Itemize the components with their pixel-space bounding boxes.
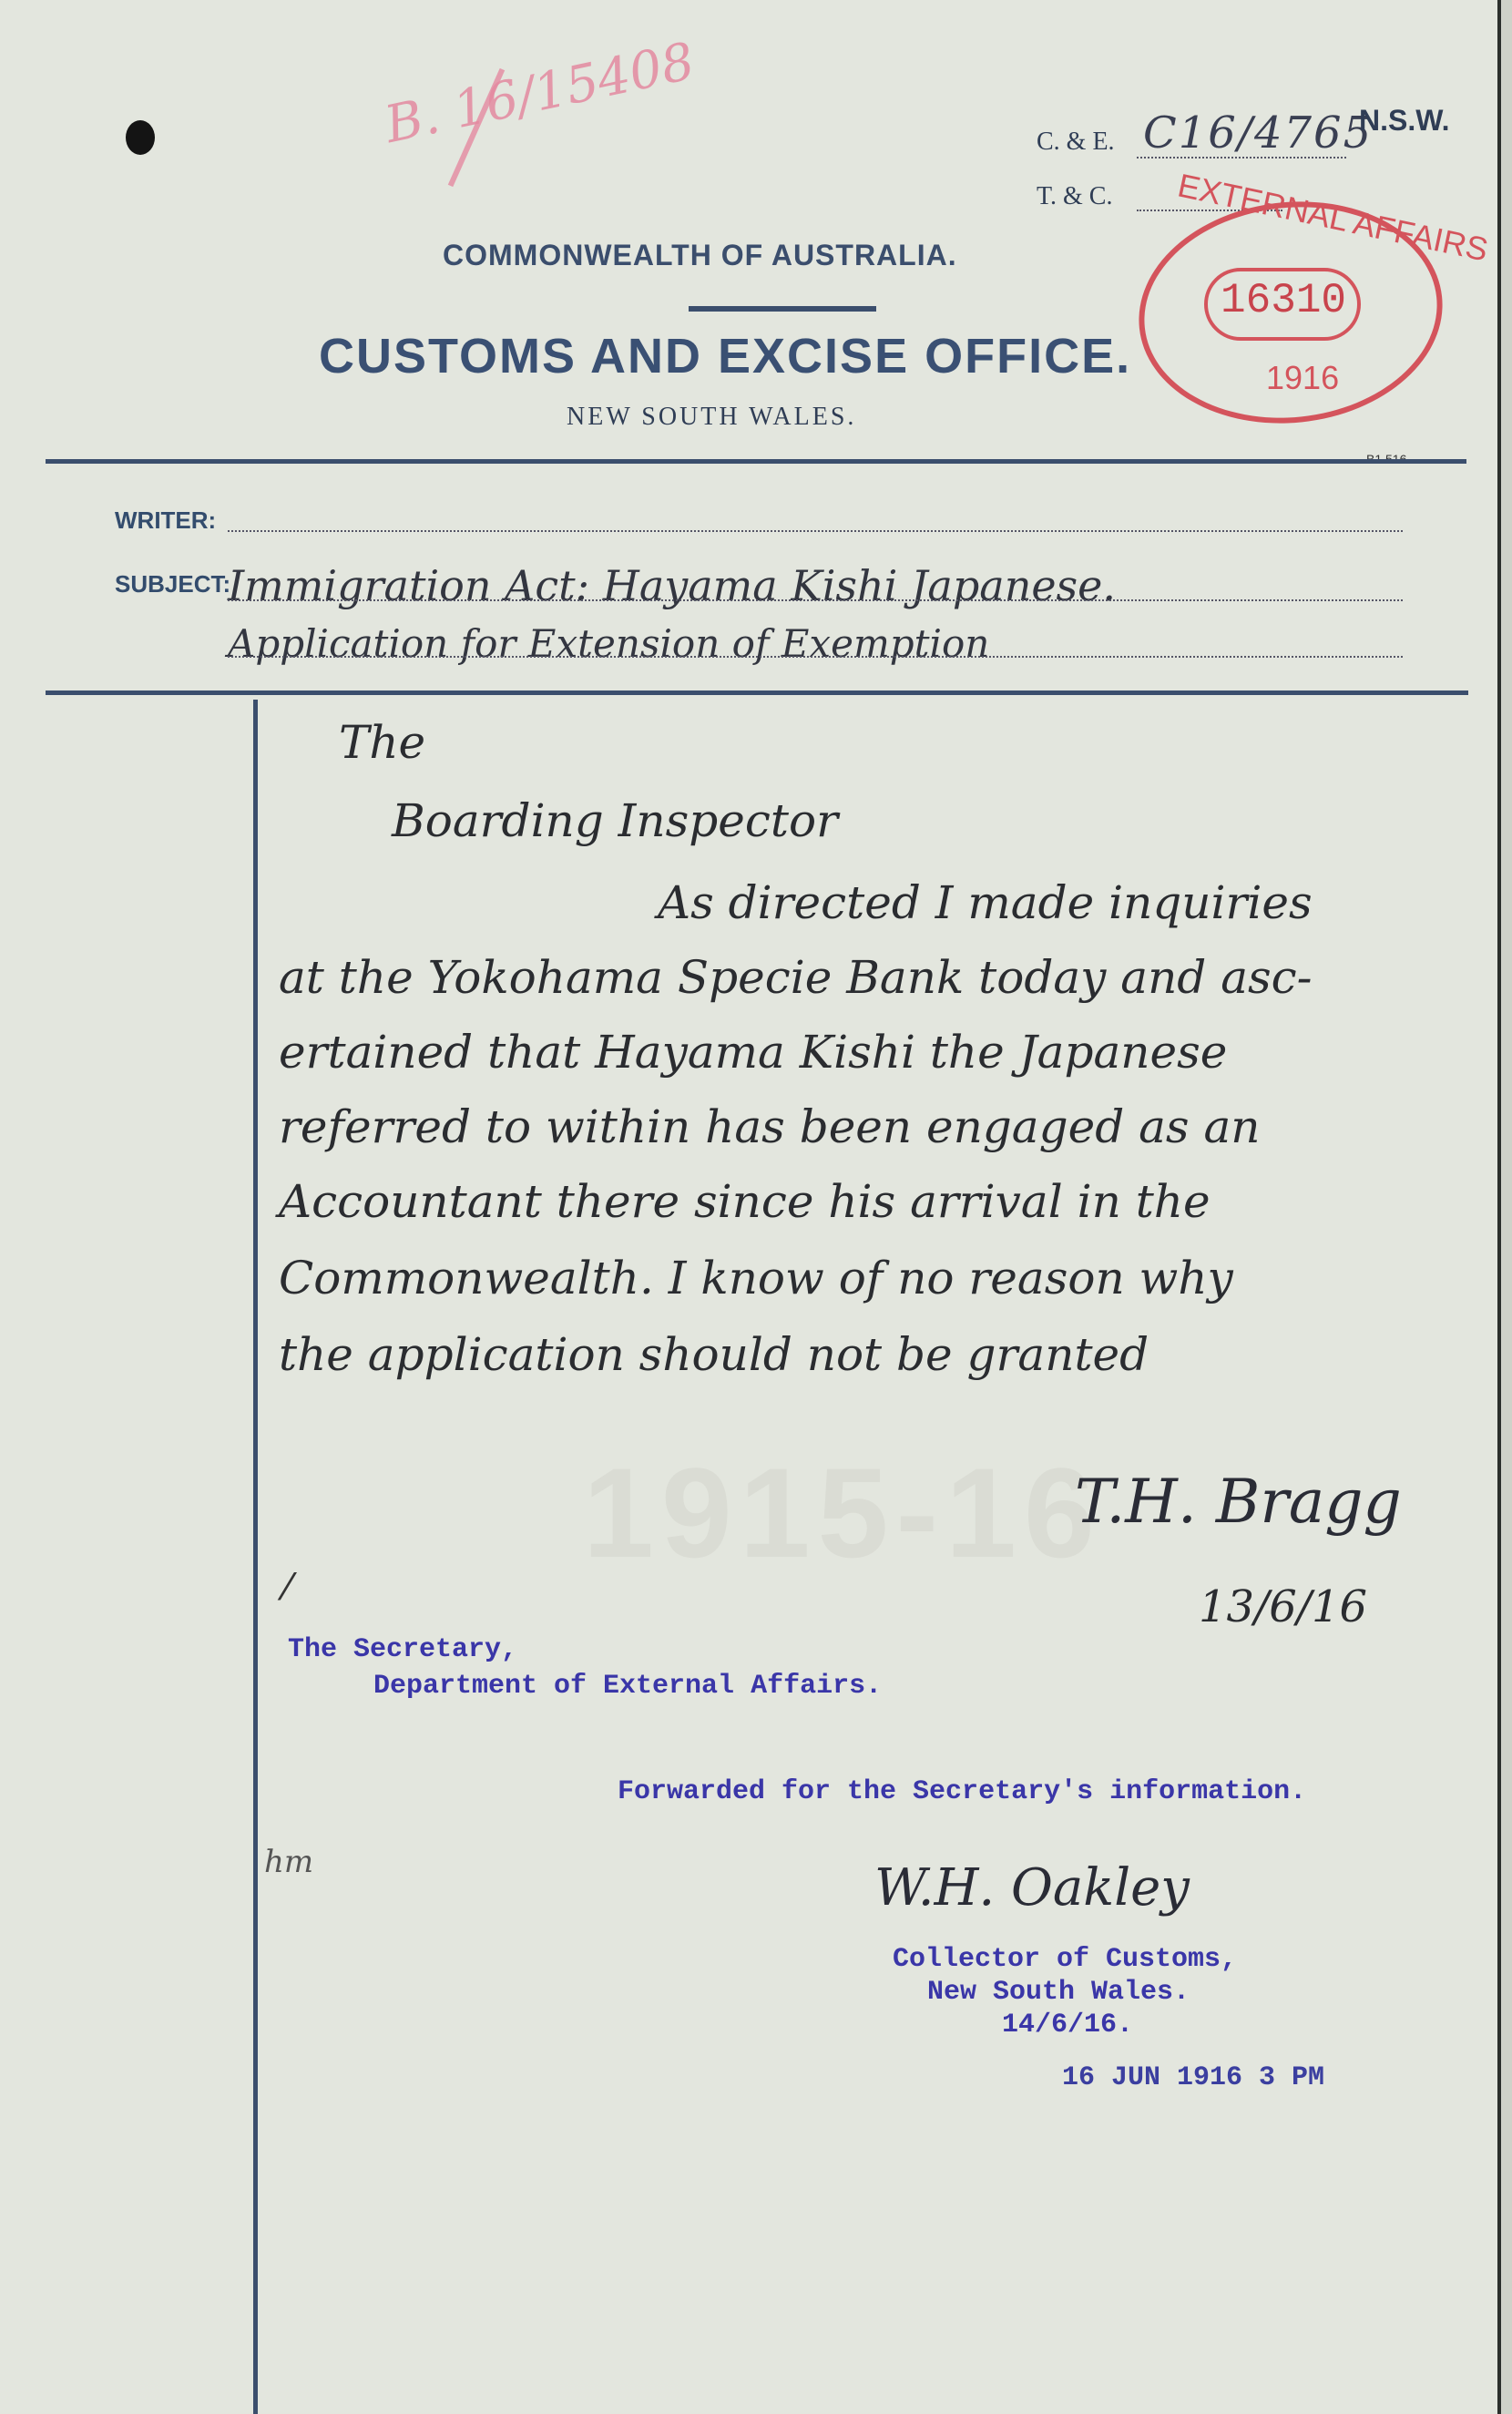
subject-label: SUBJECT: <box>115 570 231 598</box>
top-rule <box>46 459 1466 464</box>
letter-line: Commonwealth. I know of no reason why <box>279 1252 1233 1304</box>
letter-line: Accountant there since his arrival in the <box>279 1175 1211 1228</box>
addressee-line2: Department of External Affairs. <box>373 1671 883 1702</box>
margin-rule <box>253 700 258 2414</box>
stamp-year: 1916 <box>1266 359 1340 396</box>
addressee-line1: The Secretary, <box>288 1634 518 1665</box>
punch-hole <box>126 120 155 155</box>
state-subtitle: NEW SOUTH WALES. <box>567 403 857 431</box>
collector-date: 14/6/16. <box>1002 2010 1134 2041</box>
collector-title: Collector of Customs, <box>893 1944 1238 1975</box>
letter-line: ertained that Hayama Kishi the Japanese <box>279 1026 1228 1079</box>
commonwealth-heading: COMMONWEALTH OF AUSTRALIA. <box>443 239 957 271</box>
tick-mark: ⁄ <box>284 1567 291 1609</box>
ce-dotted-line <box>1137 157 1346 159</box>
collector-signature: W.H. Oakley <box>874 1858 1190 1918</box>
subject-dotted-line2 <box>228 656 1403 658</box>
stamp-number: 16310 <box>1221 277 1347 324</box>
office-title: CUSTOMS AND EXCISE OFFICE. <box>319 329 1132 384</box>
writer-label: WRITER: <box>115 506 217 534</box>
inspector-signature: T.H. Bragg <box>1075 1467 1402 1537</box>
collector-state: New South Wales. <box>927 1977 1190 2008</box>
subject-text-line2: Application for Extension of Exemption <box>228 621 990 666</box>
margin-initials: hm <box>264 1844 314 1880</box>
ce-label: C. & E. <box>1037 128 1115 156</box>
received-date-stamp: 16 JUN 1916 3 PM <box>1062 2062 1325 2093</box>
salutation-boarding-inspector: Boarding Inspector <box>392 794 838 847</box>
letter-line: at the Yokohama Specie Bank today and asc- <box>279 951 1313 1004</box>
external-affairs-stamp-text: EXTERNAL AFFAIRS <box>1174 166 1492 269</box>
inspector-date: 13/6/16 <box>1199 1581 1368 1632</box>
forwarding-note: Forwarded for the Secretary's information. <box>618 1776 1307 1807</box>
page-edge <box>1501 0 1512 2414</box>
subject-text-line1: Immigration Act: Hayama Kishi Japanese. <box>228 561 1117 610</box>
heading-divider <box>689 306 876 312</box>
show-through-watermark: 1915-16 <box>583 1441 1102 1584</box>
letter-line: the application should not be granted <box>279 1328 1149 1381</box>
mid-rule <box>46 690 1468 695</box>
tc-label: T. & C. <box>1037 182 1113 210</box>
salutation-the: The <box>339 716 426 769</box>
letter-line: As directed I made inquiries <box>658 876 1313 929</box>
state-code: N.S.W. <box>1359 104 1450 137</box>
handwritten-reference: B. 16/15408 <box>380 31 700 156</box>
letter-line: referred to within has been engaged as an <box>279 1100 1261 1153</box>
subject-dotted-line1 <box>228 599 1403 601</box>
writer-dotted-line <box>228 530 1403 532</box>
ce-value: C16/4765 <box>1143 107 1374 159</box>
